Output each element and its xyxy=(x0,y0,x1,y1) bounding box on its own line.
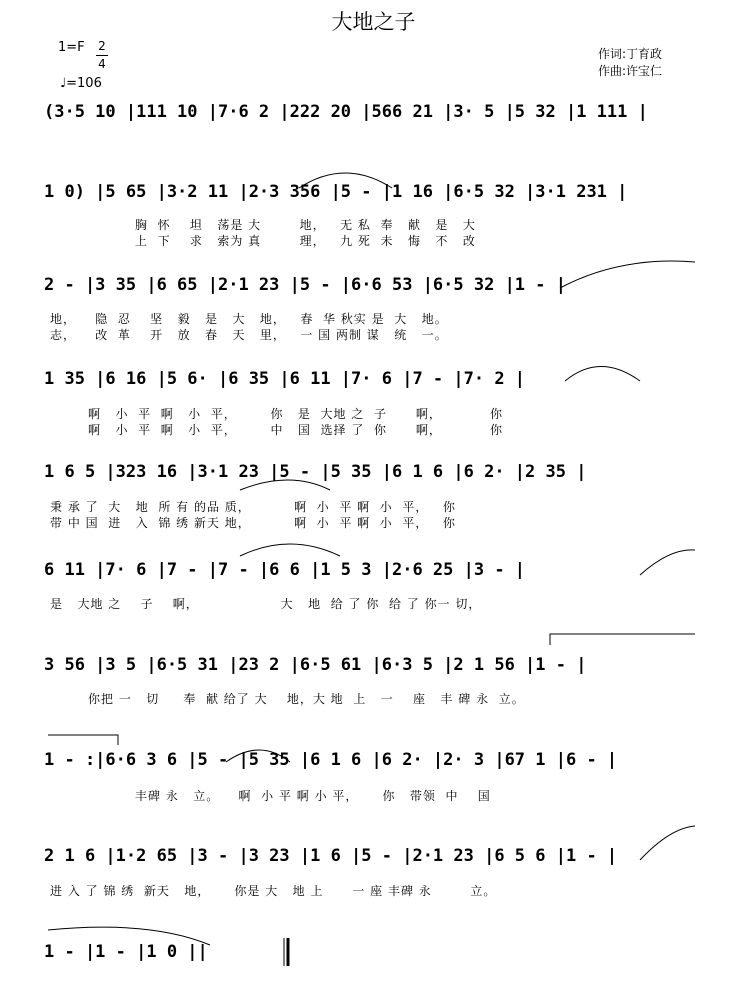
slur-mark xyxy=(226,750,290,762)
lyric-row-2-verse-1: 胸 怀 坦 荡是 大 地， 无 私 奉 献 是 大 xyxy=(135,218,476,232)
time-denominator: 4 xyxy=(98,57,106,71)
slur-mark xyxy=(560,261,695,288)
notes-row-1: (3·5 10 |111 10 |7·6 2 |222 20 |566 21 |3· 5 |5 32 |1 111 | xyxy=(44,102,648,122)
lyric-row-5-verse-1: 秉 承 了 大 地 所 有 的品 质， 啊 小 平 啊 小 平， 你 xyxy=(50,500,456,514)
notes-row-10: 1 - |1 - |1 0 || xyxy=(44,942,208,962)
lyricist: 作词:丁育政 xyxy=(598,47,663,61)
slur-mark xyxy=(48,927,210,945)
slur-mark xyxy=(565,367,640,382)
notes-row-4: 1 35 |6 16 |5 6· |6 35 |6 11 |7· 6 |7 - |7· 2 | xyxy=(44,369,526,389)
key-label: 1=F xyxy=(58,40,85,55)
quarter-note-icon: ♩ xyxy=(60,76,67,91)
lyric-row-2-verse-2: 上 下 求 索为 真 理， 九 死 未 悔 不 改 xyxy=(135,234,476,248)
slur-mark xyxy=(240,544,340,556)
composer: 作曲:许宝仁 xyxy=(598,64,663,78)
volta-bracket xyxy=(48,735,118,745)
lyric-row-5-verse-2: 带 中 国 进 入 锦 绣 新天 地， 啊 小 平 啊 小 平， 你 xyxy=(50,516,456,530)
lyric-row-6: 是 大地 之 子 啊， 大 地 给 了 你 给 了 你一 切， xyxy=(50,597,482,611)
tempo-value: =106 xyxy=(66,76,102,91)
lyric-row-9: 进 入 了 锦 绣 新天 地， 你是 大 地 上 一 座 丰碑 永 立。 xyxy=(50,884,497,898)
lyric-row-4-verse-1: 啊 小 平 啊 小 平， 你 是 大地 之 子 啊， 你 xyxy=(88,407,504,421)
notes-row-5: 1 6 5 |323 16 |3·1 23 |5 - |5 35 |6 1 6 |6 2· |2 35 | xyxy=(44,462,587,482)
slur-mark xyxy=(640,550,695,575)
volta-bracket xyxy=(550,634,695,645)
slur-mark xyxy=(299,173,392,188)
notes-row-6: 6 11 |7· 6 |7 - |7 - |6 6 |1 5 3 |2·6 25 |3 - | xyxy=(44,560,526,580)
notes-row-2: 1 0) |5 65 |3·2 11 |2·3 356 |5 - |1 16 |6·5 32 |3·1 231 | xyxy=(44,182,628,202)
slur-mark xyxy=(640,826,695,860)
song-title: 大地之子 xyxy=(331,10,416,34)
notes-row-7: 3 56 |3 5 |6·5 31 |23 2 |6·5 61 |6·3 5 |2 1 56 |1 - | xyxy=(44,655,587,675)
lyric-row-8: 丰碑 永 立。 啊 小 平 啊 小 平， 你 带领 中 国 xyxy=(135,789,491,803)
notes-row-9: 2 1 6 |1·2 65 |3 - |3 23 |1 6 |5 - |2·1 23 |6 5 6 |1 - | xyxy=(44,846,618,866)
notes-row-8: 1 - :|6·6 3 6 |5 - |5 35 |6 1 6 |6 2· |2· 3 |67 1 |6 - | xyxy=(44,750,618,770)
slur-mark xyxy=(240,480,330,490)
lyric-row-7: 你把 一 切 奉 献 给了 大 地，大 地 上 一 座 丰 碑 永 立。 xyxy=(88,692,525,706)
lyric-row-3-verse-1: 地， 隐 忍 坚 毅 是 大 地， 春 华 秋实 是 大 地。 xyxy=(50,312,448,326)
lyric-row-4-verse-2: 啊 小 平 啊 小 平， 中 国 选择 了 你 啊， 你 xyxy=(88,423,504,437)
notes-row-3: 2 - |3 35 |6 65 |2·1 23 |5 - |6·6 53 |6·5 32 |1 - | xyxy=(44,275,566,295)
time-numerator: 2 xyxy=(98,39,106,53)
lyric-row-3-verse-2: 志， 改 革 开 放 春 天 里， 一 国 两制 谋 统 一。 xyxy=(50,328,448,342)
